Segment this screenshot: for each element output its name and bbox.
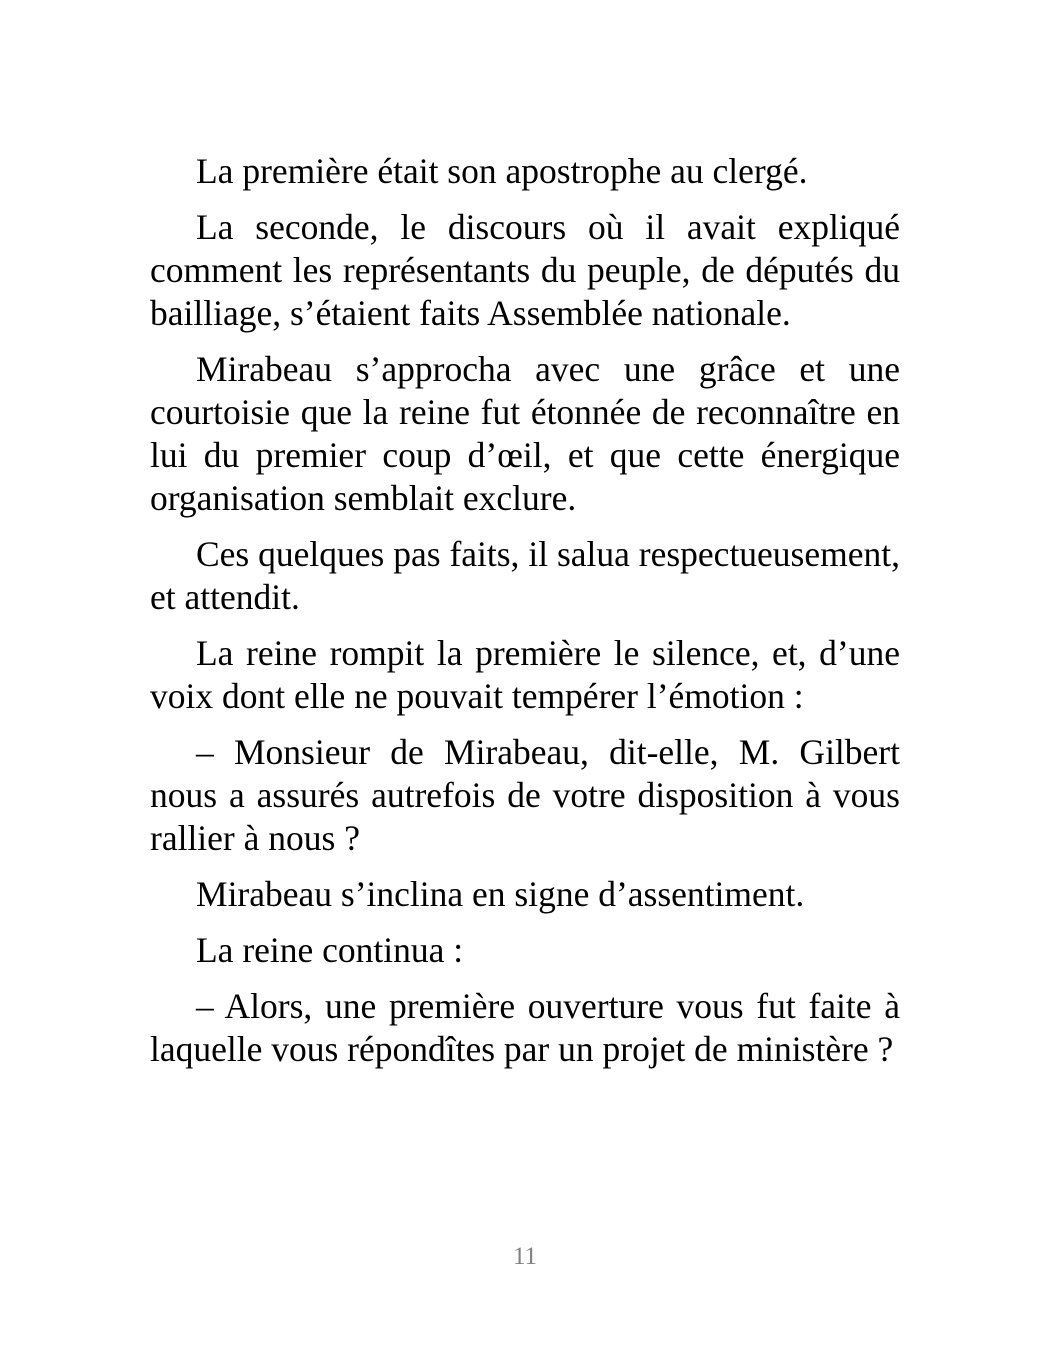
paragraph-6: – Monsieur de Mirabeau, dit-elle, M. Gilbert nous a assurés autrefois de votre disposition à vous rallier à nous ? <box>150 732 900 858</box>
paragraph-7: Mirabeau s’inclina en signe d’assentiment. <box>196 874 805 914</box>
paragraph-3: Mirabeau s’approcha avec une grâce et une courtoisie que la reine fut étonnée de reconnaître en lui du premier coup d’œil, et que cette énergique organisation semblait exclure. <box>150 349 900 518</box>
paragraph-1: La première était son apostrophe au clergé. <box>196 151 808 191</box>
paragraph-8: La reine continua : <box>196 930 464 970</box>
paragraph-5: La reine rompit la première le silence, et, d’une voix dont elle ne pouvait tempérer l’émotion : <box>150 633 900 716</box>
paragraph-2: La seconde, le discours où il avait expliqué comment les représentants du peuple, de députés du bailliage, s’étaient faits Assemblée nationale. <box>150 207 900 333</box>
paragraph-4: Ces quelques pas faits, il salua respectueusement, et attendit. <box>150 534 900 617</box>
page-number: 11 <box>512 1243 538 1270</box>
page-body-text <box>150 150 900 1084</box>
paragraph-9: – Alors, une première ouverture vous fut faite à laquelle vous répondîtes par un projet de ministère ? <box>150 986 900 1069</box>
